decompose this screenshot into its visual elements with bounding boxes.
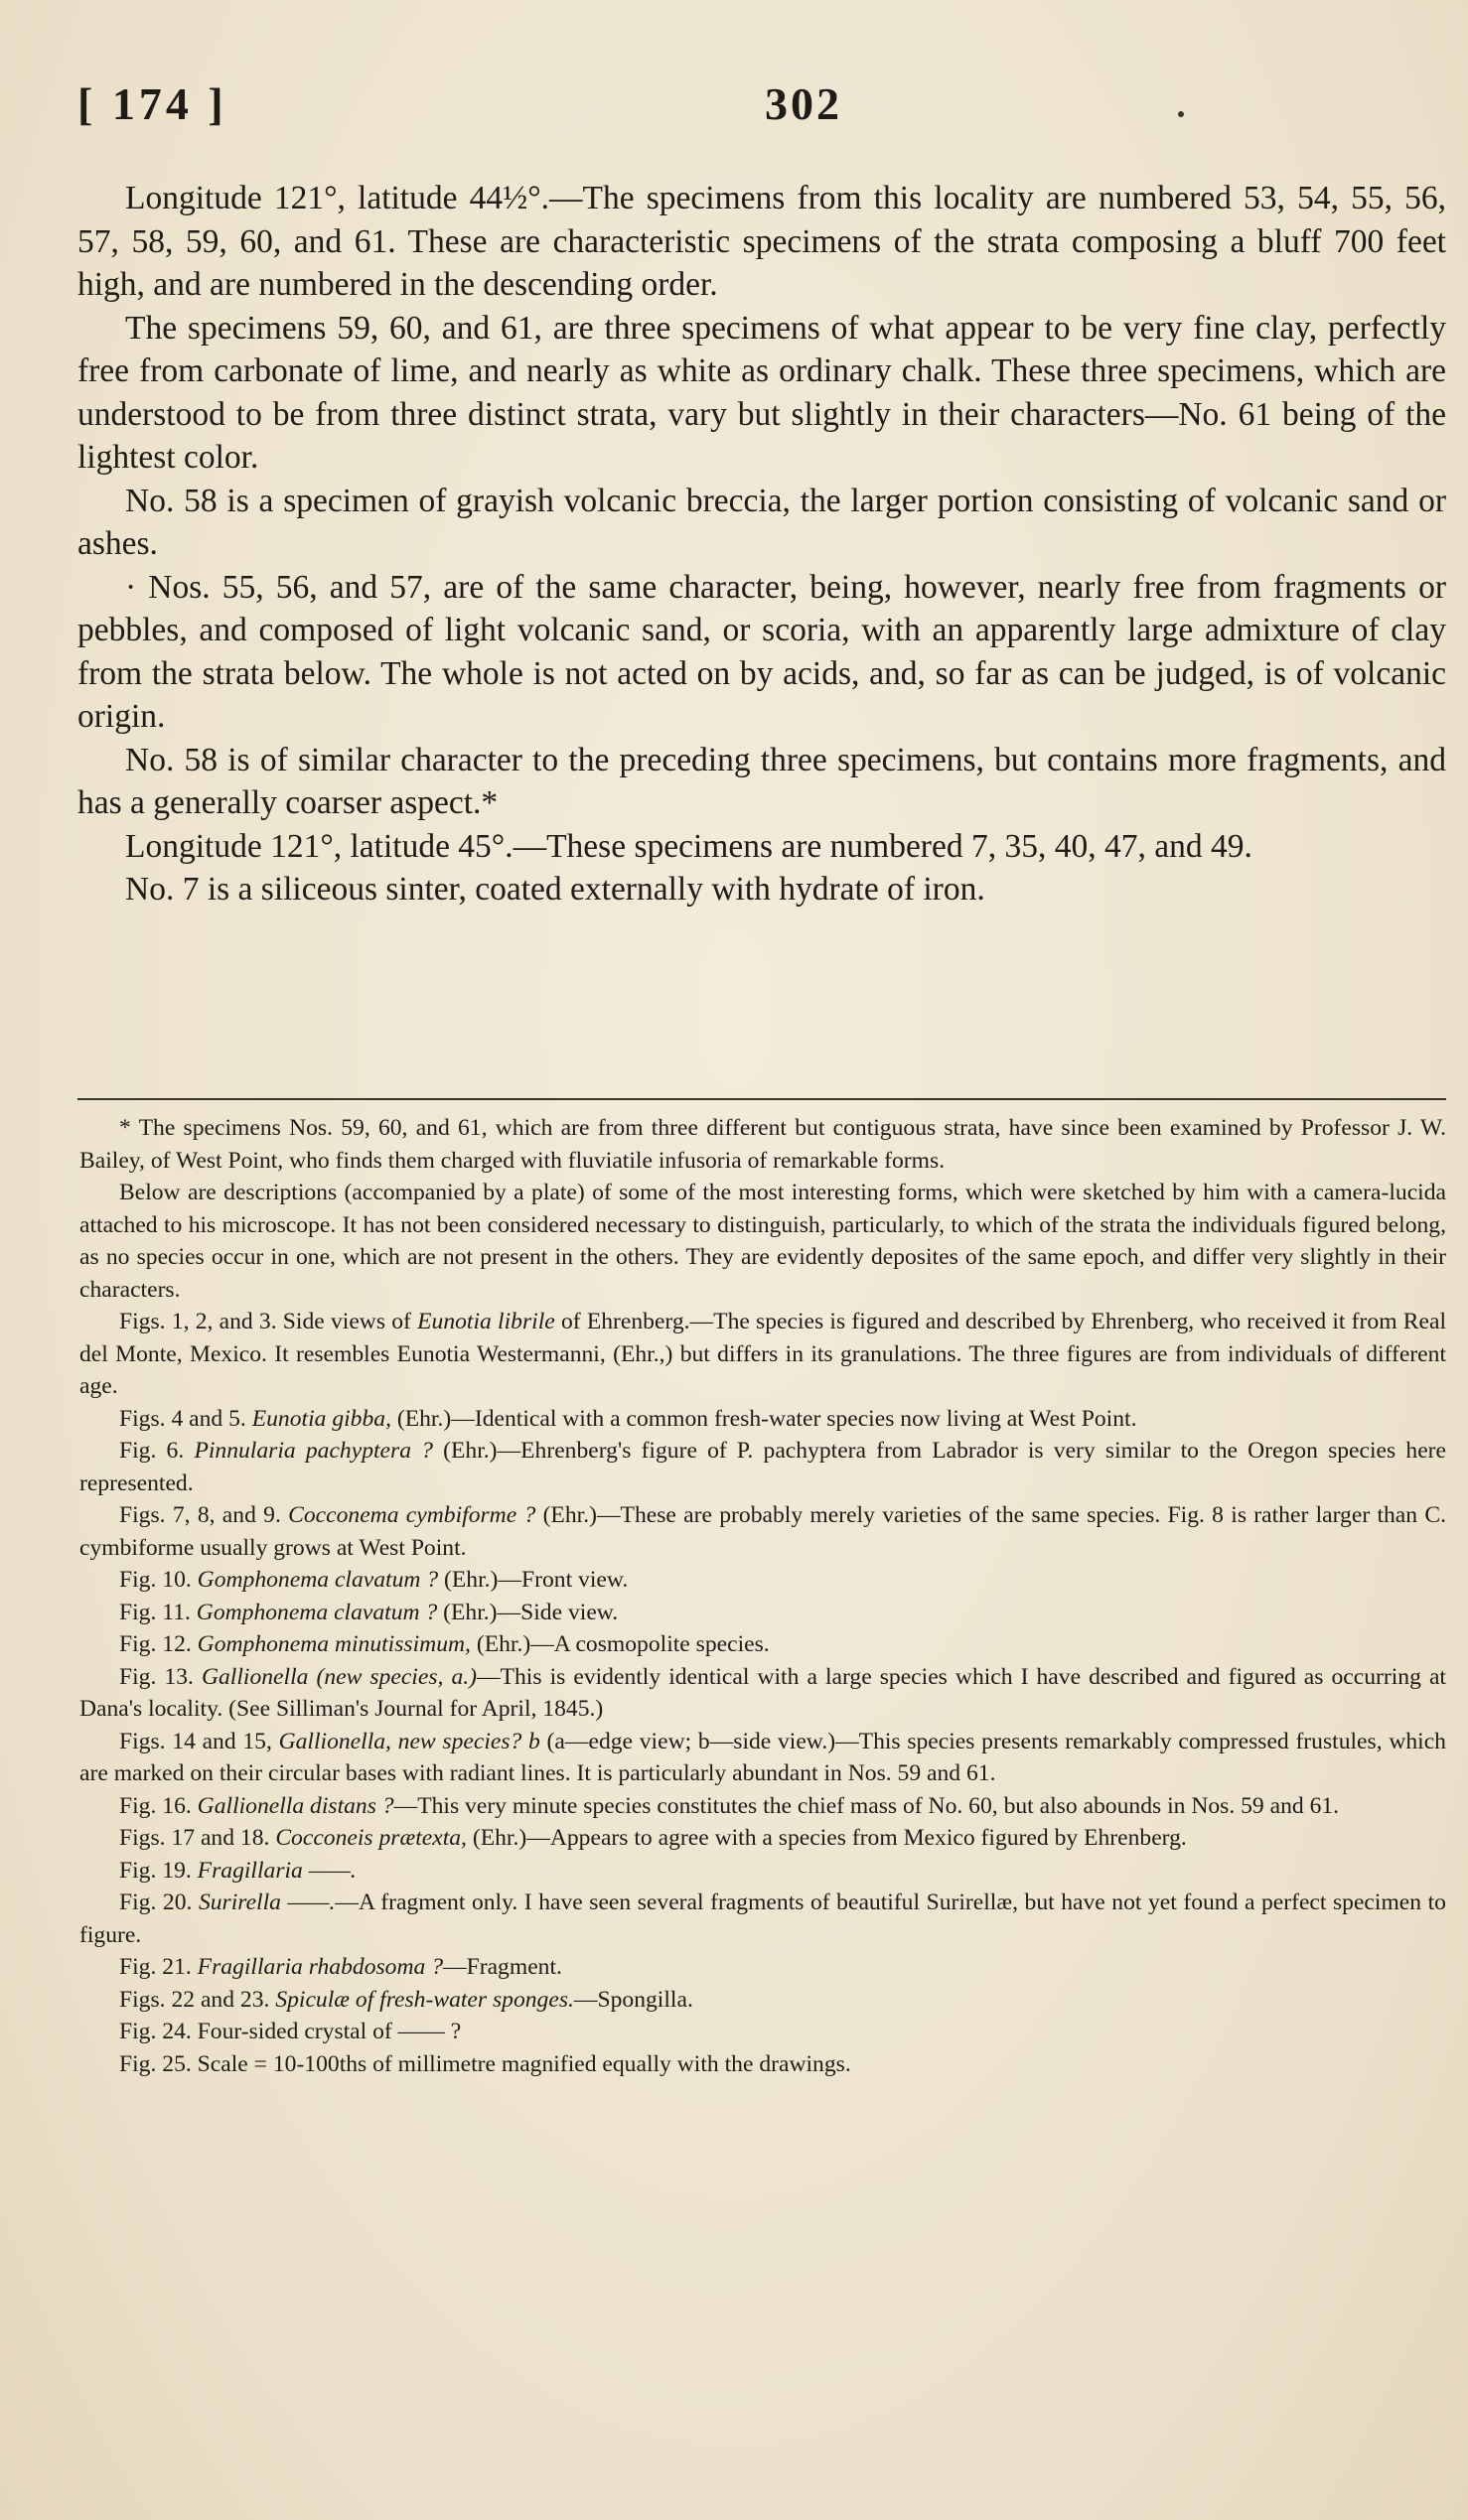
species-name: Gallionella (new species, a.) (201, 1663, 477, 1690)
footnote (79, 1951, 1446, 1984)
footnote (79, 1790, 1446, 1823)
footnote (79, 1435, 1446, 1499)
footnote (79, 1597, 1446, 1629)
footnote-lead: Figs. 4 and 5. (119, 1405, 252, 1432)
footnote-text: Below are descriptions (accompanied by a plate) of some of the most interesting forms, which were sketched by him with a camera-lucida attached to his microscope. It has not been considered necessary to distinguish, particularly, to which of the strata the individuals figured belong, as no species occur in one, which are not present in the others. They are evidently deposites of the same epoch, and differ very slightly in their characters. (79, 1180, 1446, 1303)
footnote-text: —Spongilla. (573, 1986, 693, 2013)
species-name: Eunotia gibba, (251, 1405, 391, 1432)
footnote-lead: Figs. 17 and 18. (119, 1825, 276, 1851)
page-number: 302 (765, 78, 842, 129)
footnote (79, 1855, 1446, 1888)
footnote-lead: Fig. 20. (119, 1890, 199, 1915)
footnote-text: of Ehrenberg.—The species is figured and described by Ehrenberg, who received it from Real del Monte, Mexico. It resembles Eunotia Westermanni, (Ehr.,) but differs in its granulations. The three figures are from individuals of different age. (79, 1309, 1447, 1399)
footnote (79, 2016, 1446, 2048)
footnote-text: Fig. 24. Four-sided crystal of —— ? (119, 2019, 462, 2044)
footnote (79, 1661, 1446, 1726)
footnote-text: (Ehr.)—Side view. (437, 1599, 619, 1625)
footnote (79, 1822, 1446, 1855)
species-name: Gomphonema clavatum ? (197, 1567, 439, 1593)
footnote-text: (Ehr.)—Ehrenberg's figure of P. pachyptera from Labrador is very similar to the Oregon species here represented. (79, 1438, 1446, 1496)
footnote-text: Fig. 25. Scale = 10-100ths of millimetre magnified equally with the drawings. (119, 2050, 851, 2077)
page-header (77, 77, 1398, 137)
footnote-lead: Fig. 13. (119, 1663, 202, 1690)
species-name: Gomphonema minutissimum, (197, 1631, 471, 1657)
footnote (79, 1112, 1446, 1177)
footnote (79, 1984, 1446, 2017)
footnote-lead: Fig. 16. (119, 1792, 198, 1819)
footnote-text: (a—edge view; b—side view.)—This species presents remarkably compressed frustules, which are marked on their circular bases with radiant lines. It is particularly abundant in Nos. 59 and 61. (79, 1728, 1446, 1786)
footnote (79, 1306, 1446, 1403)
species-name: Eunotia librile (417, 1309, 555, 1334)
footnote (79, 2048, 1446, 2081)
footnote-lead: Fig. 11. (119, 1599, 197, 1625)
species-name: Spiculæ of fresh-water sponges. (275, 1986, 574, 2013)
footnote (79, 1628, 1446, 1661)
body-paragraph: No. 7 is a siliceous sinter, coated externally with hydrate of iron. (125, 871, 985, 908)
body-paragraph: The specimens 59, 60, and 61, are three specimens of what appear to be very fine clay, perfectly free from carbonate of lime, and nearly as white as ordinary chalk. These three specimens, which are understood to be from three distinct strata, vary but slightly in their characters—No. 61 being of the lightest color. (77, 309, 1446, 476)
species-name: Gomphonema clavatum ? (196, 1599, 438, 1625)
species-name: Pinnularia pachyptera ? (194, 1438, 433, 1464)
footnote-text: —This is evidently identical with a large species which I have described and figured as occurring at Dana's locality. (See Silliman's Journal for April, 1845.) (79, 1663, 1446, 1722)
footnote-text: (Ehr.)—A cosmopolite species. (470, 1631, 770, 1657)
footnote-lead: Figs. 1, 2, and 3. Side views of (119, 1309, 418, 1334)
footnote (79, 1726, 1446, 1790)
footnote-lead: Figs. 7, 8, and 9. (119, 1502, 289, 1528)
species-name: Gallionella, new species? b (278, 1728, 540, 1754)
footnote-lead: Fig. 6. (119, 1438, 195, 1464)
footnote-text: (Ehr.)—Front view. (438, 1567, 629, 1593)
footnotes (79, 1112, 1446, 2080)
footnote-text: (Ehr.)—Appears to agree with a species from Mexico figured by Ehrenberg. (466, 1825, 1187, 1851)
species-name: Surirella ——. (198, 1890, 336, 1915)
footnote-divider (77, 1098, 1446, 1100)
species-name: Cocconema cymbiforme ? (288, 1502, 536, 1528)
footnote-lead: Figs. 22 and 23. (119, 1986, 276, 2013)
footnote-lead: Figs. 14 and 15, (119, 1728, 279, 1754)
main-text (77, 177, 1446, 911)
footnote-text: (Ehr.)—These are probably merely varieties of the same species. Fig. 8 is rather larger than C. cymbiforme usually grows at West Point. (79, 1502, 1446, 1561)
footnote-text: —A fragment only. I have seen several fragments of beautiful Surirellæ, but have not yet found a perfect specimen to figure. (79, 1890, 1446, 1948)
body-paragraph: No. 58 is a specimen of grayish volcanic breccia, the larger portion consisting of volcanic sand or ashes. (77, 482, 1446, 562)
footnote (79, 1403, 1446, 1436)
footnote (79, 1499, 1446, 1564)
footnote (79, 1564, 1446, 1597)
footnote (79, 1887, 1446, 1951)
ink-speck (1178, 111, 1184, 117)
body-paragraph: No. 58 is of similar character to the preceding three specimens, but contains more fragments, and has a generally coarser aspect.* (77, 741, 1446, 821)
footnote-text: (Ehr.)—Identical with a common fresh-water species now living at West Point. (390, 1405, 1137, 1432)
footnote-text: —This very minute species constitutes the chief mass of No. 60, but also abounds in Nos. 59 and 61. (393, 1792, 1340, 1819)
footnote-lead: Fig. 10. (119, 1567, 198, 1593)
body-paragraph: Longitude 121°, latitude 45°.—These specimens are numbered 7, 35, 40, 47, and 49. (125, 827, 1252, 865)
species-name: Fragillaria rhabdosoma ? (197, 1954, 444, 1980)
species-name: Fragillaria ——. (197, 1857, 357, 1884)
bracketed-page-number: [ 174 ] (77, 78, 227, 129)
footnote (79, 1177, 1446, 1306)
species-name: Gallionella distans ? (197, 1792, 394, 1819)
footnote-lead: Fig. 19. (119, 1857, 198, 1884)
footnote-text: —Fragment. (443, 1954, 562, 1980)
body-paragraph: · Nos. 55, 56, and 57, are of the same character, being, however, nearly free from fragments or pebbles, and composed of light volcanic sand, or scoria, with an apparently large admixture of clay from the strata below. The whole is not acted on by acids, and, so far as can be judged, is of volcanic origin. (77, 568, 1446, 735)
footnote-lead: Fig. 12. (119, 1631, 198, 1657)
body-paragraph: Longitude 121°, latitude 44½°.—The specimens from this locality are numbered 53, 54, 55, 56, 57, 58, 59, 60, and 61. These are characteristic specimens of the strata composing a bluff 700 feet high, and are numbered in the descending order. (77, 180, 1446, 303)
footnote-text: * The specimens Nos. 59, 60, and 61, which are from three different but contiguous strata, have since been examined by Professor J. W. Bailey, of West Point, who finds them charged with fluviatile infusoria of remarkable forms. (79, 1115, 1446, 1174)
footnote-lead: Fig. 21. (119, 1954, 198, 1980)
species-name: Cocconeis prætexta, (275, 1825, 467, 1851)
